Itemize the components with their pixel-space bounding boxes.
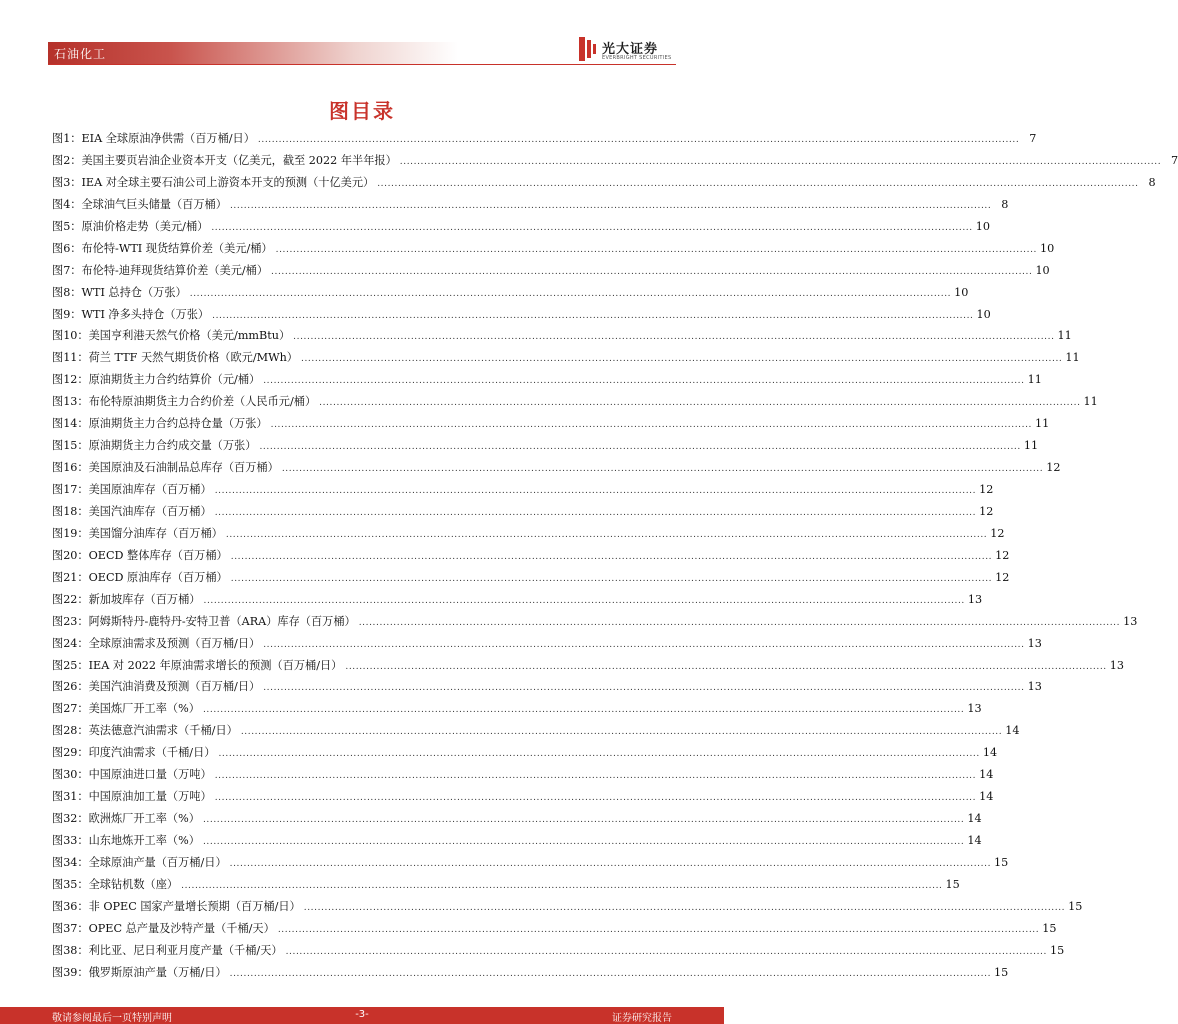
toc-entry[interactable] (52, 635, 1042, 657)
footer-report-type: 证券研究报告 (612, 1013, 672, 1024)
footer-bar (0, 1007, 724, 1024)
toc-entry-label: 图21：OECD 原油库存（百万桶） (52, 570, 228, 584)
toc-entry[interactable] (52, 393, 1098, 415)
toc-entry-page: 14 (979, 790, 994, 804)
toc-leader-dots: ............................................................................................................................................................................................................................ (202, 705, 965, 716)
toc-entry[interactable] (52, 415, 1050, 437)
toc-leader-dots: ............................................................................................................................................................................................................................ (300, 354, 1063, 365)
toc-entry-label: 图3：IEA 对全球主要石油公司上游资本开支的预测（十亿美元） (52, 175, 375, 189)
toc-entry[interactable] (52, 964, 1009, 986)
toc-leader-dots: ............................................................................................................................................................................................................................ (303, 902, 1066, 913)
table-of-figures (52, 130, 1178, 986)
toc-entry-page: 10 (976, 307, 991, 321)
toc-entry-page: 12 (990, 526, 1005, 540)
toc-entry-page: 15 (994, 855, 1009, 869)
toc-entry[interactable] (52, 525, 1005, 547)
toc-entry-label: 图36：非 OPEC 国家产量增长预期（百万桶/日） (52, 899, 301, 913)
toc-entry-page: 10 (1040, 241, 1055, 255)
toc-leader-dots: ............................................................................................................................................................................................................................ (358, 617, 1121, 628)
toc-entry[interactable] (52, 152, 1178, 174)
toc-leader-dots: ............................................................................................................................................................................................................................ (259, 442, 1021, 453)
toc-entry-page: 15 (1042, 921, 1057, 935)
toc-entry-page: 13 (1027, 680, 1042, 694)
toc-entry-page: 11 (1027, 373, 1042, 387)
toc-leader-dots: ............................................................................................................................................................................................................................ (240, 727, 1003, 738)
toc-entry[interactable] (52, 437, 1039, 459)
toc-leader-dots: ............................................................................................................................................................................................................................ (263, 683, 1025, 694)
toc-entry-label: 图20：OECD 整体库存（百万桶） (52, 548, 228, 562)
toc-entry-page: 11 (1035, 417, 1050, 431)
toc-entry-page: 15 (945, 877, 960, 891)
toc-leader-dots: ............................................................................................................................................................................................................................ (263, 639, 1025, 650)
toc-entry[interactable] (52, 240, 1055, 262)
toc-leader-dots: ............................................................................................................................................................................................................................ (399, 156, 1162, 167)
toc-entry-page: 15 (1068, 899, 1083, 913)
toc-leader-dots: ............................................................................................................................................................................................................................ (285, 946, 1047, 957)
toc-entry-label: 图4：全球油气巨头储量（百万桶） (52, 197, 227, 211)
toc-entry-label: 图25：IEA 对 2022 年原油需求增长的预测（百万桶/日） (52, 658, 343, 672)
toc-entry[interactable] (52, 744, 998, 766)
toc-entry[interactable] (52, 810, 982, 832)
toc-entry-label: 图28：英法德意汽油需求（千桶/日） (52, 724, 238, 738)
toc-entry-page: 13 (1109, 658, 1125, 672)
toc-leader-dots: ............................................................................................................................................................................................................................ (281, 464, 1044, 475)
toc-entry-page: 13 (1123, 614, 1138, 628)
toc-entry[interactable] (52, 876, 960, 898)
toc-leader-dots: ............................................................................................................................................................................................................................ (257, 135, 1020, 145)
toc-entry-label: 图19：美国馏分油库存（百万桶） (52, 526, 223, 540)
toc-entry[interactable] (52, 920, 1057, 942)
header-section-bar (48, 42, 458, 64)
toc-entry[interactable] (52, 503, 994, 525)
toc-entry-label: 图9：WTI 净多头持仓（万张） (52, 307, 210, 321)
toc-entry[interactable] (52, 262, 1050, 284)
toc-entry-page: 12 (995, 548, 1010, 562)
toc-leader-dots: ............................................................................................................................................................................................................................ (293, 332, 1055, 343)
toc-entry-page: 14 (1005, 724, 1020, 738)
toc-entry-label: 图18：美国汽油库存（百万桶） (52, 504, 212, 518)
brand-name: 光大证券 (602, 42, 659, 57)
toc-entry-label: 图35：全球钻机数（座） (52, 877, 179, 891)
toc-entry[interactable] (52, 700, 982, 722)
toc-entry-label: 图29：印度汽油需求（千桶/日） (52, 746, 216, 760)
toc-entry-label: 图22：新加坡库存（百万桶） (52, 592, 201, 606)
toc-entry-label: 图8：WTI 总持仓（万张） (52, 285, 187, 299)
toc-entry[interactable] (52, 569, 1010, 591)
toc-entry-page: 13 (1027, 636, 1042, 650)
toc-leader-dots: ............................................................................................................................................................................................................................ (214, 771, 977, 782)
toc-leader-dots: ............................................................................................................................................................................................................................ (319, 398, 1081, 409)
toc-entry-page: 12 (995, 570, 1010, 584)
toc-leader-dots: ............................................................................................................................................................................................................................ (270, 420, 1033, 431)
page-title: 图目录 (329, 99, 395, 123)
toc-entry-page: 7 (1029, 132, 1037, 145)
brand-mark-icon (578, 36, 598, 62)
toc-entry[interactable] (52, 174, 1156, 196)
toc-entry[interactable] (52, 284, 969, 306)
toc-leader-dots: ............................................................................................................................................................................................................................ (212, 310, 974, 321)
toc-entry-page: 10 (1035, 263, 1050, 277)
toc-entry[interactable] (52, 657, 1125, 679)
toc-entry-page: 15 (994, 965, 1009, 979)
toc-leader-dots: ............................................................................................................................................................................................................................ (230, 573, 993, 584)
toc-entry-page: 13 (967, 702, 982, 716)
toc-entry-page: 15 (1049, 943, 1065, 957)
toc-entry[interactable] (52, 196, 1009, 218)
toc-entry-page: 7 (1171, 153, 1178, 167)
toc-entry-label: 图33：山东地炼开工率（%） (52, 834, 200, 847)
toc-entry-label: 图39：俄罗斯原油产量（万桶/日） (52, 965, 227, 979)
toc-entry[interactable] (52, 327, 1072, 349)
toc-entry-page: 14 (982, 746, 998, 760)
toc-entry-label: 图32：欧洲炼厂开工率（%） (52, 812, 200, 826)
toc-leader-dots: ............................................................................................................................................................................................................................ (229, 200, 992, 211)
toc-leader-dots: ............................................................................................................................................................................................................................ (181, 880, 943, 891)
toc-leader-dots: ............................................................................................................................................................................................................................ (345, 661, 1107, 672)
toc-entry-label: 图11：荷兰 TTF 天然气期货价格（欧元/MWh） (52, 351, 298, 365)
toc-entry-page: 11 (1065, 351, 1080, 365)
toc-entry-label: 图5：原油价格走势（美元/桶） (52, 219, 209, 233)
toc-leader-dots: ............................................................................................................................................................................................................................ (214, 486, 977, 496)
toc-entry[interactable] (52, 371, 1042, 393)
toc-entry-label: 图38：利比亚、尼日利亚月度产量（千桶/天） (52, 943, 283, 957)
toc-entry-page: 12 (1046, 461, 1061, 475)
toc-entry-label: 图37：OPEC 总产量及沙特产量（千桶/天） (52, 921, 275, 935)
toc-entry[interactable] (52, 547, 1010, 569)
toc-leader-dots: ............................................................................................................................................................................................................................ (277, 924, 1040, 935)
toc-entry-label: 图24：全球原油需求及预测（百万桶/日） (52, 636, 261, 650)
toc-leader-dots: ............................................................................................................................................................................................................................ (211, 222, 973, 233)
toc-leader-dots: ............................................................................................................................................................................................................................ (202, 815, 965, 826)
toc-entry-page: 8 (1148, 175, 1156, 189)
toc-entry-label: 图13：布伦特原油期货主力合约价差（人民币元/桶） (52, 395, 317, 409)
toc-leader-dots: ............................................................................................................................................................................................................................ (263, 376, 1025, 387)
toc-entry[interactable] (52, 130, 1037, 152)
toc-leader-dots: ............................................................................................................................................................................................................................ (225, 529, 988, 540)
toc-entry[interactable] (52, 591, 983, 613)
brand-logo (578, 36, 678, 64)
toc-leader-dots: ............................................................................................................................................................................................................................ (214, 793, 977, 804)
toc-entry[interactable] (52, 306, 991, 328)
toc-entry[interactable] (52, 898, 1083, 920)
toc-leader-dots: ............................................................................................................................................................................................................................ (377, 178, 1139, 189)
toc-entry[interactable] (52, 481, 994, 503)
toc-leader-dots: ............................................................................................................................................................................................................................ (203, 595, 965, 606)
toc-entry-label: 图26：美国汽油消费及预测（百万桶/日） (52, 680, 261, 694)
toc-entry-label: 图27：美国炼厂开工率（%） (52, 702, 200, 716)
toc-entry-label: 图12：原油期货主力合约结算价（元/桶） (52, 373, 261, 387)
toc-entry[interactable] (52, 459, 1061, 481)
toc-entry-label: 图14：原油期货主力合约总持仓量（万张） (52, 417, 268, 431)
toc-entry[interactable] (52, 218, 990, 240)
toc-entry-page: 13 (967, 592, 983, 606)
toc-entry-page: 12 (979, 483, 994, 496)
toc-leader-dots: ............................................................................................................................................................................................................................ (230, 551, 993, 562)
section-label: 石油化工 (54, 47, 107, 61)
toc-leader-dots: ............................................................................................................................................................................................................................ (229, 968, 992, 979)
toc-entry-page: 11 (1023, 439, 1039, 453)
toc-entry[interactable] (52, 854, 1009, 876)
toc-entry[interactable] (52, 832, 982, 854)
toc-entry-page: 12 (979, 504, 994, 518)
toc-leader-dots: ............................................................................................................................................................................................................................ (275, 244, 1037, 255)
toc-entry[interactable] (52, 788, 994, 810)
toc-leader-dots: ............................................................................................................................................................................................................................ (271, 266, 1033, 277)
toc-entry-label: 图17：美国原油库存（百万桶） (52, 483, 212, 496)
toc-entry-label: 图2：美国主要页岩油企业资本开支（亿美元，截至 2022 年半年报） (52, 153, 397, 167)
toc-entry-label: 图10：美国亨利港天然气价格（美元/mmBtu） (52, 329, 291, 343)
toc-entry-label: 图16：美国原油及石油制品总库存（百万桶） (52, 461, 279, 475)
header-divider (48, 64, 676, 65)
toc-entry-label: 图1：EIA 全球原油净供需（百万桶/日） (52, 132, 255, 145)
toc-leader-dots: ............................................................................................................................................................................................................................ (214, 507, 977, 518)
brand-subtitle: EVERBRIGHT SECURITIES (602, 55, 672, 61)
toc-leader-dots: ............................................................................................................................................................................................................................ (229, 858, 992, 869)
toc-entry[interactable] (52, 613, 1138, 635)
toc-entry[interactable] (52, 678, 1042, 700)
footer-disclaimer: 敬请参阅最后一页特别声明 (52, 1013, 172, 1024)
toc-entry-page: 11 (1057, 329, 1072, 343)
toc-entry-page: 10 (954, 285, 969, 299)
toc-leader-dots: ............................................................................................................................................................................................................................ (202, 837, 965, 847)
toc-entry-page: 14 (979, 768, 994, 782)
toc-entry-label: 图34：全球原油产量（百万桶/日） (52, 855, 227, 869)
toc-entry-label: 图15：原油期货主力合约成交量（万张） (52, 439, 257, 453)
page-number: -3- (355, 1009, 369, 1020)
toc-entry-label: 图7：布伦特-迪拜现货结算价差（美元/桶） (52, 263, 269, 277)
toc-entry-label: 图23：阿姆斯特丹-鹿特丹-安特卫普（ARA）库存（百万桶） (52, 614, 356, 628)
toc-leader-dots: ............................................................................................................................................................................................................................ (218, 749, 980, 760)
toc-entry-page: 11 (1083, 395, 1098, 409)
toc-entry-label: 图30：中国原油进口量（万吨） (52, 768, 212, 782)
toc-entry[interactable] (52, 942, 1065, 964)
toc-leader-dots: ............................................................................................................................................................................................................................ (189, 288, 952, 299)
toc-entry-label: 图6：布伦特-WTI 现货结算价差（美元/桶） (52, 241, 273, 255)
toc-entry[interactable] (52, 766, 994, 788)
toc-entry-page: 14 (967, 834, 982, 847)
toc-entry-page: 14 (967, 812, 982, 826)
toc-entry[interactable] (52, 722, 1020, 744)
toc-entry-page: 8 (1001, 197, 1009, 211)
toc-entry-page: 10 (975, 219, 990, 233)
toc-entry[interactable] (52, 349, 1080, 371)
toc-entry-label: 图31：中国原油加工量（万吨） (52, 790, 212, 804)
